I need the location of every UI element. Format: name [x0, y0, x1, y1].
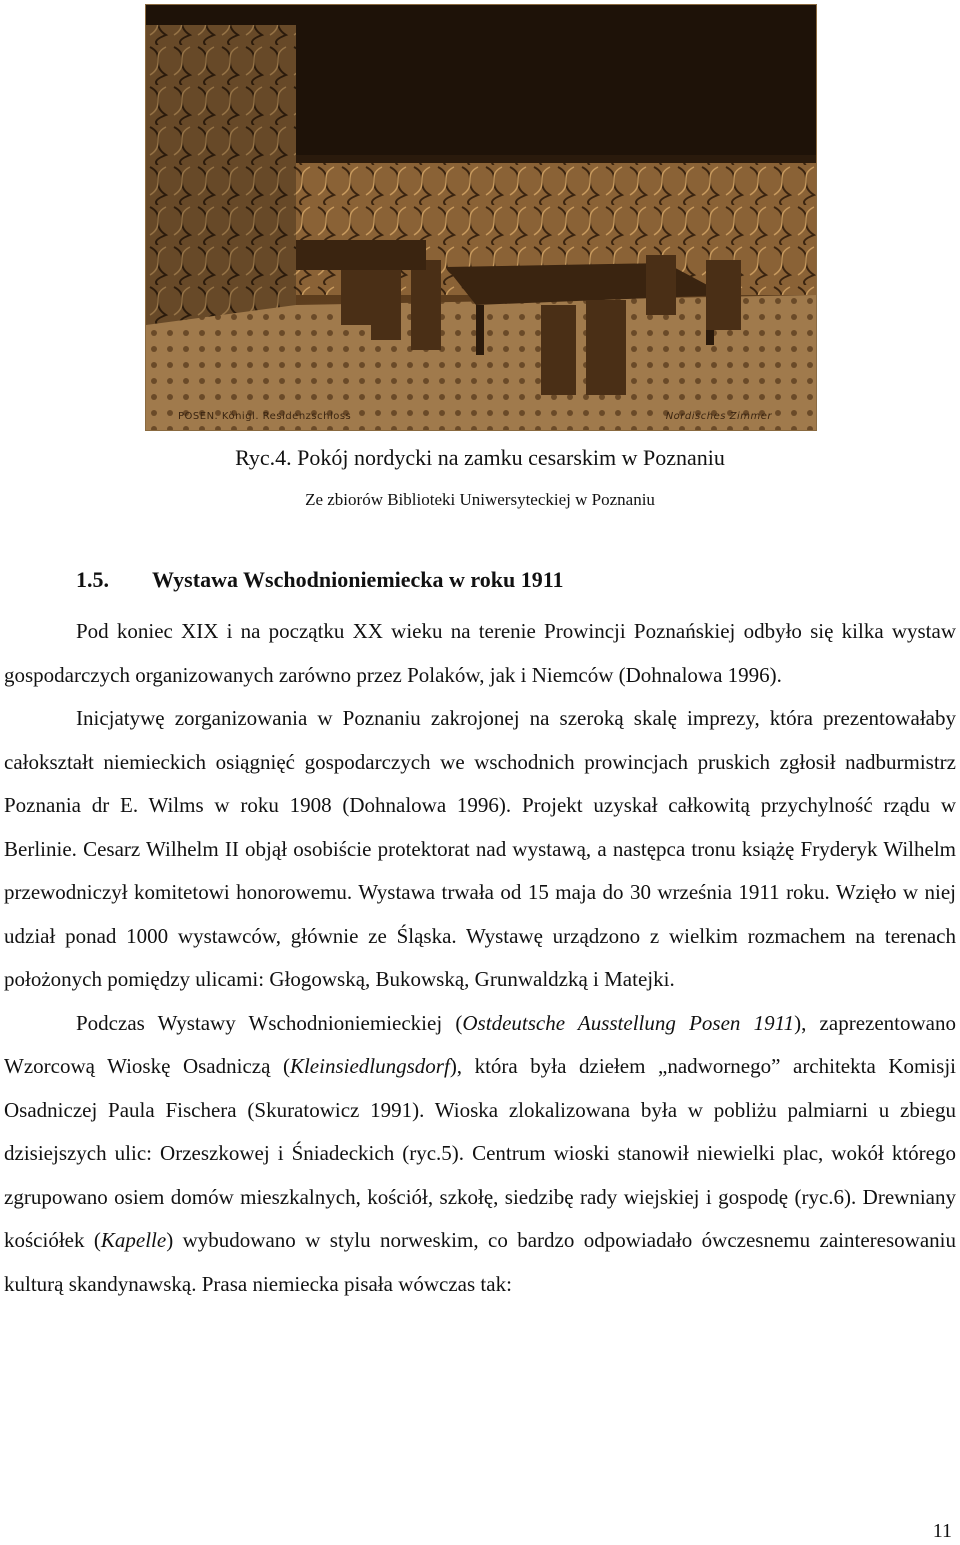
photo-caption-left: POSEN. Königl. Residenzschloss — [178, 411, 352, 422]
p3-italic-f: Kapelle — [100, 1228, 167, 1252]
section-title: Wystawa Wschodnioniemiecka w roku 1911 — [152, 567, 564, 592]
p3-text-e: ), która była dziełem „nadwornego” architekta Komisji Osadniczej Paula Fischera (Skuratowicz 1991). Wioska zlokalizowana była w pobliżu palmiarni u zbiegu dzisiejszych ulic: Orzeszkowej i Śniadeckich (ryc.5). Centrum wioski stanowił niewielki plac, wokół którego zgrupowano osiem domów mieszkalnych, kościół, szkołę, siedzibę rady wiejskiej i gospodę (ryc.6). Drewniany kościółek ( — [4, 1054, 956, 1252]
figure-photo — [145, 4, 817, 431]
p3-text-a: Podczas Wystawy Wschodnioniemieckiej ( — [76, 1010, 463, 1035]
section-number: 1.5. — [76, 567, 109, 592]
paragraph-2: Inicjatywę zorganizowania w Poznaniu zakrojonej na szeroką skalę imprezy, która prezentowałaby całokształt niemieckich osiągnięć gospodarczych we wschodnich prowincjach pruskich zgłosił nadburmistrz Poznania dr E. Wilms w roku 1908 (Dohnalowa 1996). Projekt uzyskał całkowitą przychylność rządu w Berlinie. Cesarz Wilhelm II objął osobiście protektorat nad wystawą, a następca tronu książę Fryderyk Wilhelm przewodniczył komitetowi honorowemu. Wystawa trwała od 15 maja do 30 września 1911 roku. Wzięło w niej udział ponad 1000 wystawców, głównie ze Śląska. Wystawę urządzono z wielkim rozmachem na terenach położonych pomiędzy ulicami: Głogowską, Bukowską, Grunwaldzką i Matejki. — [4, 706, 956, 991]
p3-italic-b: Ostdeutsche Ausstellung Posen 1911 — [462, 1010, 795, 1035]
p3-text-g: ) wybudowano w stylu norweskim, co bardzo odpowiadało ówczesnemu zainteresowaniu kulturą skandynawską. Prasa niemiecka pisała wówczas tak: — [4, 1228, 956, 1296]
page-number: 11 — [932, 1520, 952, 1542]
photo-caption-right: Nordisches Zimmer — [665, 411, 772, 422]
section-heading — [76, 567, 564, 593]
paragraph-3 — [4, 1002, 956, 1307]
figure-source: Ze zbiorów Biblioteki Uniwersyteckiej w Poznaniu — [305, 490, 655, 509]
p3-italic-d: Kleinsiedlungsdorf — [289, 1054, 450, 1078]
body-text — [4, 610, 956, 1306]
figure-caption: Ryc.4. Pokój nordycki na zamku cesarskim w Poznaniu — [235, 445, 725, 470]
p3-text-c: ), zaprezentowano Wzorcową Wioskę Osadniczą ( — [4, 1010, 956, 1078]
paragraph-1: Pod koniec XIX i na początku XX wieku na terenie Prowincji Poznańskiej odbyło się kilka wystaw gospodarczych organizowanych zarówno przez Polaków, jak i Niemców (Dohnalowa 1996). — [4, 619, 956, 687]
room-photo-illustration — [146, 5, 816, 430]
